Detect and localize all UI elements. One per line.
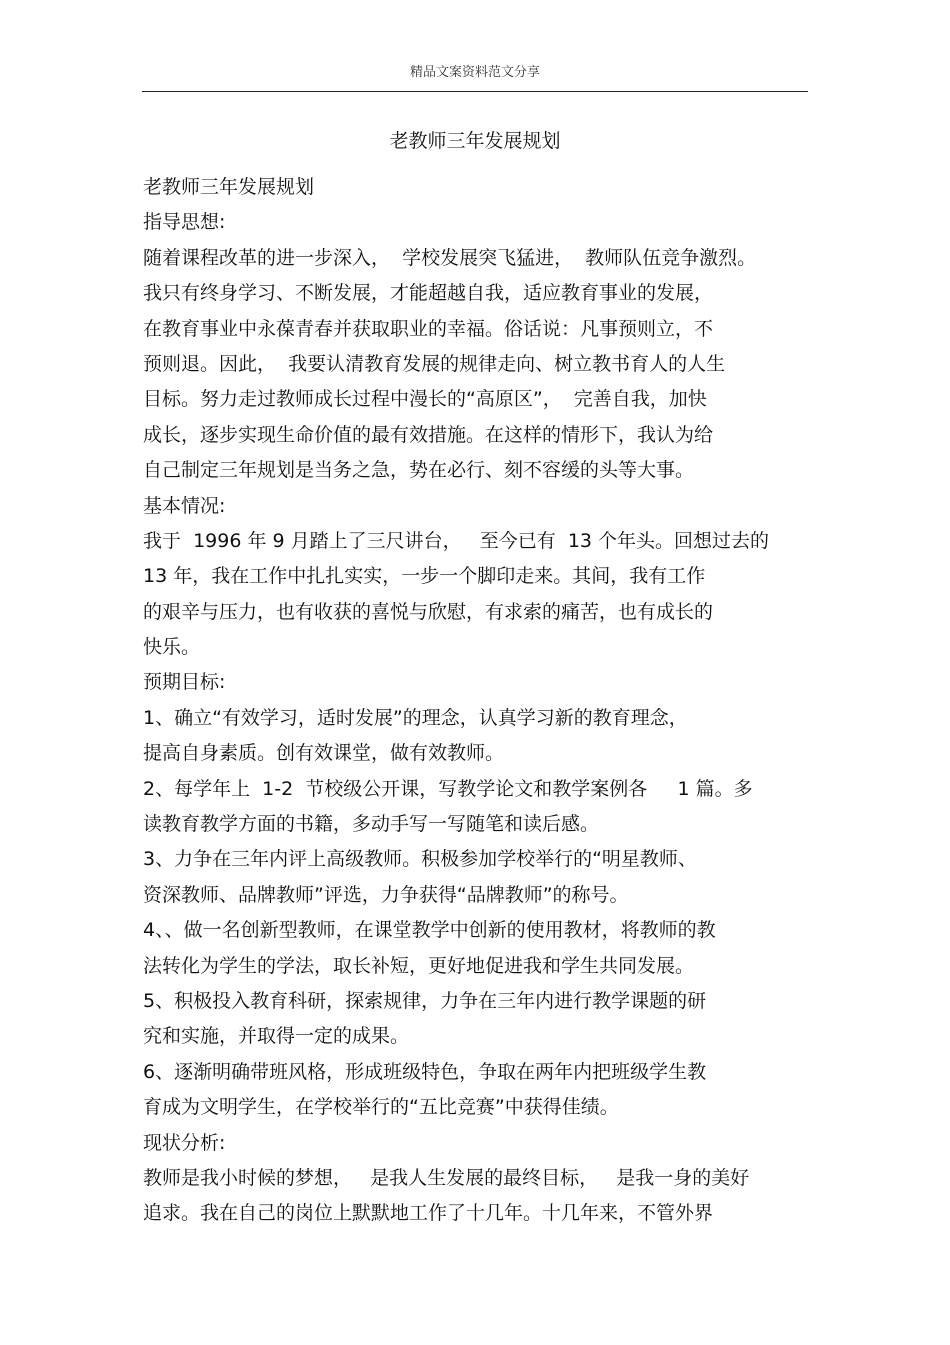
text-line: 在教育事业中永葆青春并获取职业的幸福。俗话说：凡事预则立，不	[143, 317, 714, 340]
text-line: 3、力争在三年内评上高级教师。积极参加学校举行的“明星教师、	[143, 848, 697, 871]
document-title: 老教师三年发展规划	[389, 130, 561, 152]
text-line: 4、、做一名创新型教师，在课堂教学中创新的使用教材，将教师的教	[143, 919, 716, 942]
text-line: 究和实施，并取得一定的成果。	[143, 1025, 410, 1048]
text-line: 5、积极投入教育科研，探索规律，力争在三年内进行教学课题的研	[143, 989, 707, 1012]
text-line: 提高自身素质。创有效课堂，做有效教师。	[143, 742, 505, 765]
text-line: 指导思想:	[143, 211, 226, 234]
text-line: 自己制定三年规划是当务之急，势在必行、刻不容缓的头等大事。	[143, 459, 695, 482]
text-line: 资深教师、品牌教师”评选，力争获得“品牌教师”的称号。	[143, 883, 629, 906]
text-line: 基本情况:	[143, 494, 226, 517]
header-rule	[142, 91, 808, 92]
text-line: 2、每学年上 1-2 节校级公开课，写教学论文和教学案例各 1 篇。多	[143, 777, 753, 800]
text-line: 13 年，我在工作中扎扎实实，一步一个脚印走来。其间，我有工作	[143, 565, 706, 588]
text-line: 我于 1996 年 9 月踏上了三尺讲台， 至今已有 13 个年头。回想过去的	[143, 529, 770, 552]
text-line: 现状分析:	[143, 1131, 226, 1154]
text-line: 教师是我小时候的梦想， 是我人生发展的最终目标， 是我一身的美好	[143, 1166, 750, 1189]
document-body	[143, 170, 813, 1232]
text-line: 我只有终身学习、不断发展，才能超越自我，适应教育事业的发展，	[143, 282, 714, 305]
text-line: 预期目标:	[143, 671, 226, 694]
text-line: 读教育教学方面的书籍，多动手写一写随笔和读后感。	[143, 813, 600, 836]
text-line: 预则退。因此， 我要认清教育发展的规律走向、树立教书育人的人生	[143, 352, 726, 375]
text-line: 成长，逐步实现生命价值的最有效措施。在这样的情形下，我认为给	[143, 423, 714, 446]
text-line: 追求。我在自己的岗位上默默地工作了十几年。十几年来，不管外界	[143, 1202, 714, 1225]
text-line: 目标。努力走过教师成长过程中漫长的“高原区”， 完善自我，加快	[143, 388, 707, 411]
text-line: 快乐。	[143, 636, 201, 659]
running-header: 精品文案资料范文分享	[409, 65, 540, 80]
text-line: 老教师三年发展规划	[143, 176, 315, 198]
text-line: 的艰辛与压力，也有收获的喜悦与欣慰，有求索的痛苦，也有成长的	[143, 600, 714, 623]
text-line: 6、逐渐明确带班风格，形成班级特色，争取在两年内把班级学生教	[143, 1060, 707, 1083]
text-line: 育成为文明学生，在学校举行的“五比竞赛”中获得佳绩。	[143, 1096, 619, 1119]
text-line: 随着课程改革的进一步深入， 学校发展突飞猛进， 教师队伍竞争激烈。	[143, 246, 757, 269]
text-line: 1、确立“有效学习，适时发展”的理念，认真学习新的教育理念，	[143, 706, 688, 729]
text-line: 法转化为学生的学法，取长补短，更好地促进我和学生共同发展。	[143, 954, 695, 977]
